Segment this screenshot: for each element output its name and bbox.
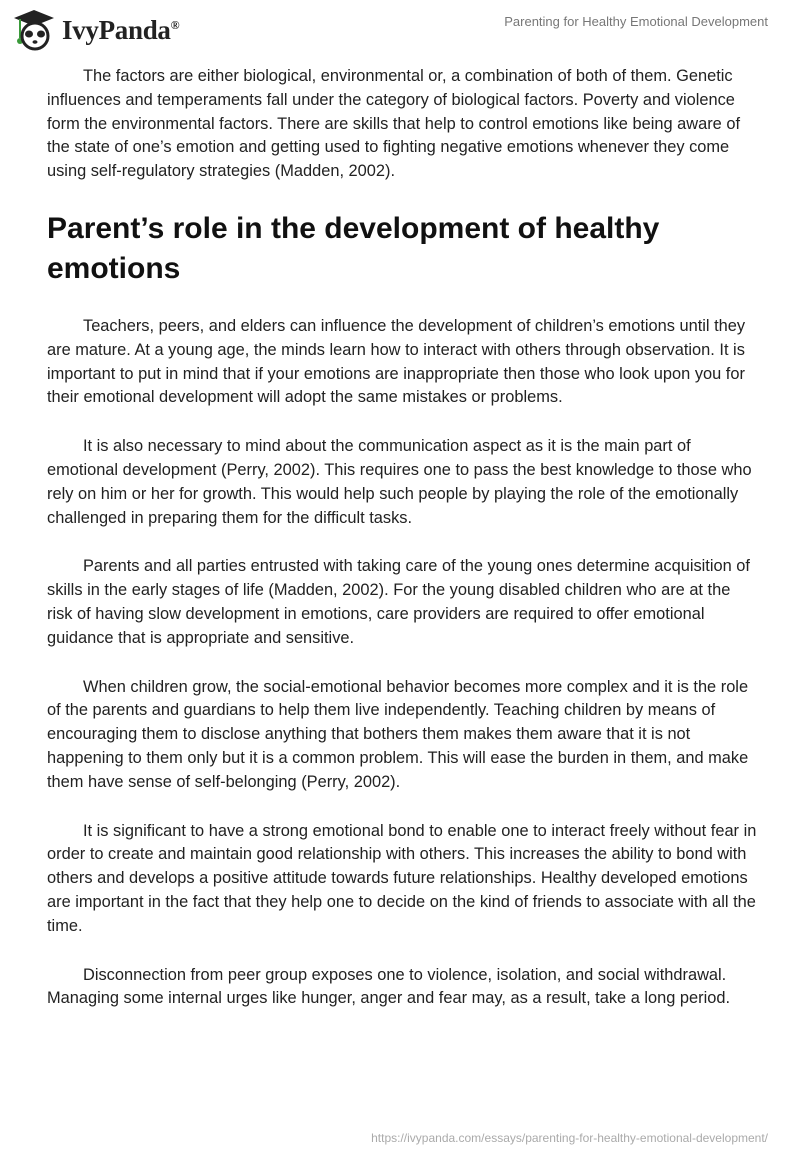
paragraph: When children grow, the social-emotional behavior becomes more complex and it is the role of the parents and guardians to help them live independently. Teaching children by means of encouraging them to disclose anything that bothers them makes them aware that it is not happening to them only but it is a common problem. This will ease the burden in them, and make them have sense of self-belonging (Perry, 2002). [47, 677, 749, 791]
paragraph: It is also necessary to mind about the communication aspect as it is the main part of emotional development (Perry, 2002). This requires one to pass the best knowledge to those who rely on him or her for growth. This would help such people by playing the role of the emotionally challenged in preparing them for the difficult tasks. [47, 437, 752, 527]
document-title: Parenting for Healthy Emotional Development [504, 14, 768, 29]
paragraph: Teachers, peers, and elders can influence the development of children’s emotions until they are mature. At a young age, the minds learn how to interact with others through observation. It is important to put in mind that if your emotions are inappropriate then those who look upon you for their emotional development will adopt the same mistakes or problems. [47, 316, 746, 407]
panda-graduate-icon [12, 8, 56, 52]
source-url-link[interactable]: https://ivypanda.com/essays/parenting-for-healthy-emotional-development/ [371, 1131, 768, 1145]
essay-body [47, 65, 759, 1036]
ivypanda-logo[interactable] [12, 8, 179, 52]
paragraph: Parents and all parties entrusted with taking care of the young ones determine acquisition of skills in the early stages of life (Madden, 2002). For the young disabled children who are at the risk of having slow development in emotions, care providers are required to offer emotional guidance that is appropriate and sensitive. [47, 557, 750, 647]
paragraph: The factors are either biological, environmental or, a combination of both of them. Genetic influences and temperaments fall under the category of biological factors. Poverty and violence form the environmental factors. There are skills that help to control emotions like being aware of the state of one’s emotion and getting used to fighting negative emotions whenever they come using self-regulatory strategies (Madden, 2002). [47, 67, 741, 181]
paragraph: It is significant to have a strong emotional bond to enable one to interact freely without fear in order to create and maintain good relationship with others. This increases the ability to bond with others and develops a positive attitude towards future relationships. Healthy developed emotions are important in the fact that they help one to decide on the kind of friends to associate with all the time. [47, 821, 757, 935]
paragraph: Disconnection from peer group exposes one to violence, isolation, and social withdrawal. Managing some internal urges like hunger, anger and fear may, as a result, take a long period. [47, 965, 731, 1008]
logo-text: IvyPanda [62, 14, 171, 45]
section-heading: Parent’s role in the development of healthy emotions [47, 211, 660, 285]
page-header [0, 0, 800, 60]
registered-mark: ® [170, 17, 180, 32]
